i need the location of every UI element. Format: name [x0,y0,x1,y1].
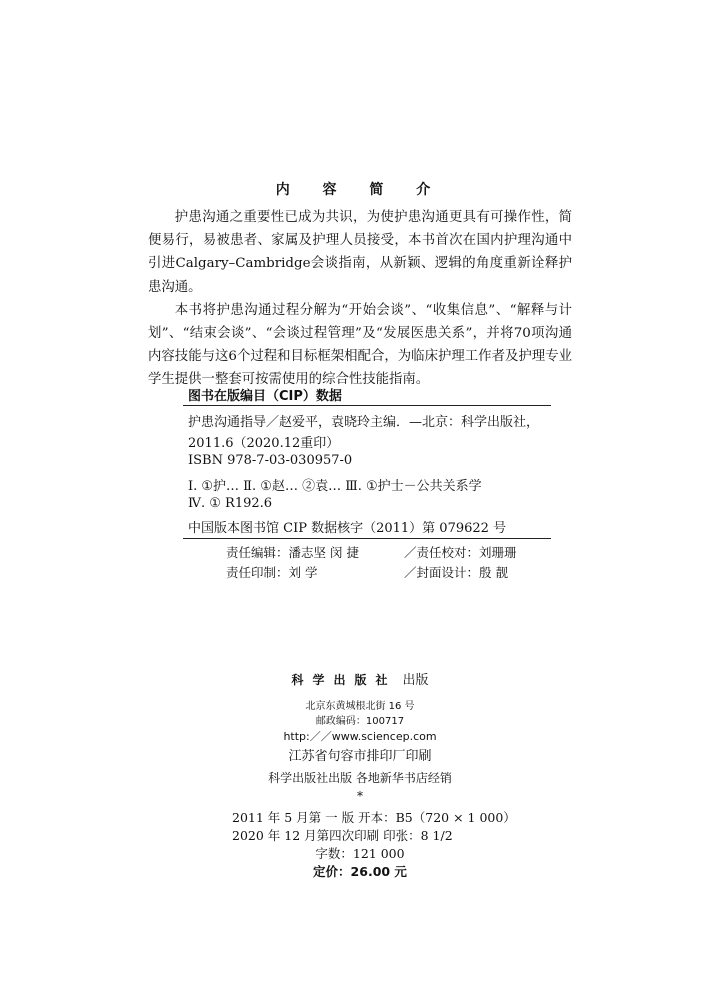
cip-line-classification: Ⅰ. ①护… Ⅱ. ①赵… ②袁… Ⅲ. ①护士－公共关系学 [188,479,482,494]
reprint-line: 2020 年 12 月第四次印刷 印张：8 1/2 [232,828,453,843]
publisher-website: http:／／www.sciencep.com [283,730,437,743]
cip-top-divider [183,405,551,406]
cip-bottom-divider [183,538,551,539]
publisher-suffix: 出版 [402,673,429,688]
cip-line-isbn: ISBN 978-7-03-030957-0 [188,453,353,468]
summary-body [148,206,572,392]
publisher-address: 北京东黄城根北街 16 号 [305,701,415,712]
publisher-postcode: 邮政编码：100717 [315,716,405,727]
separator-asterisk: * [357,789,363,803]
credit-cover-design: ／封面设计：殷 靓 [404,565,508,580]
cip-line-1: 护患沟通指导／赵爱平，袁晓玲主编．—北京：科学出版社， [188,415,540,430]
summary-paragraph-2: 本书将护患沟通过程分解为“开始会谈”、“收集信息”、“解释与计划”、“结束会谈”、“会谈过程管理”及“发展医患关系”，并将70项沟通内容技能与这6个过程和目标框架相配合，为临床护理工作者及护理专业学生提供一整套可按需使用的综合性技能指南。 [148,302,572,388]
credit-proofreader: ／责任校对：刘珊珊 [404,545,517,560]
credit-editor: 责任编辑：潘志坚 闵 捷 [226,545,359,560]
publisher-line [0,669,720,688]
credits-row-1 [226,543,517,561]
cip-line-record: 中国版本图书馆 CIP 数据核字（2011）第 079622 号 [188,521,507,536]
printer-name: 江苏省句容市排印厂印刷 [288,749,432,764]
distribution-line: 科学出版社出版 各地新华书店经销 [268,771,452,785]
summary-title: 内 容 简 介 [275,182,445,198]
word-count: 字数：121 000 [315,846,405,861]
cip-line-clc: Ⅳ. ① R192.6 [188,496,273,511]
cip-heading: 图书在版编目（CIP）数据 [188,389,342,404]
edition-line: 2011 年 5 月第 一 版 开本：B5（720 × 1 000） [232,810,516,825]
cip-line-2: 2011.6（2020.12重印） [188,436,340,451]
price: 定价：26.00 元 [313,864,407,879]
credits-row-2 [226,563,508,581]
summary-paragraph-1: 护患沟通之重要性已成为共识，为使护患沟通更具有可操作性，简便易行，易被患者、家属及护理人员接受，本书首次在国内护理沟通中引进Calgary–Cambridge会谈指南，从新颖、逻辑的角度重新诠释护患沟通。 [148,210,572,295]
publisher-seal: 科学出版社 [291,673,397,687]
credit-production: 责任印制：刘 学 [226,565,318,580]
